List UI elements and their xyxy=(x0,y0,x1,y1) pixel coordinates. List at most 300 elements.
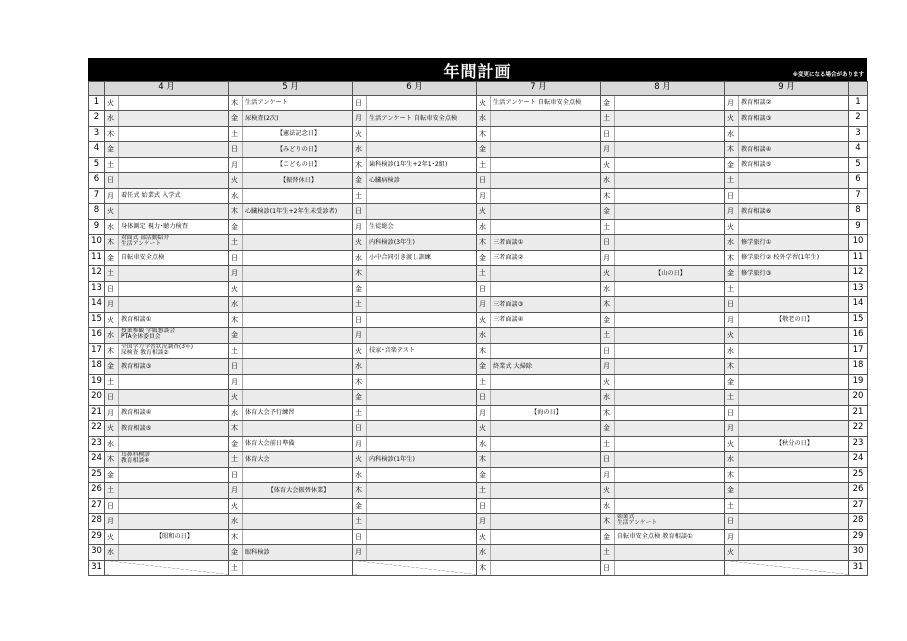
weekday-cell: 土 xyxy=(229,343,243,359)
weekday-cell: 日 xyxy=(601,560,615,576)
weekday-cell: 月 xyxy=(725,204,739,220)
holiday-label: 【振替休日】 xyxy=(279,176,318,184)
event-cell xyxy=(119,405,229,421)
weekday-cell: 土 xyxy=(477,157,491,173)
event-cell xyxy=(243,95,353,111)
weekday-cell: 火 xyxy=(105,204,119,220)
weekday-cell: 日 xyxy=(353,421,367,437)
weekday-cell: 木 xyxy=(477,126,491,142)
weekday-cell: 火 xyxy=(477,204,491,220)
event-cell xyxy=(615,126,725,142)
event-line: 耳鼻科検診 xyxy=(121,452,150,459)
day-number: 4 xyxy=(89,142,105,158)
event-cell xyxy=(367,467,477,483)
month-header-row xyxy=(89,82,868,96)
event-cell xyxy=(739,343,849,359)
event-cell xyxy=(367,297,477,313)
header-corner xyxy=(89,82,105,96)
event-cell xyxy=(739,111,849,127)
event-cell xyxy=(367,142,477,158)
day-number: 14 xyxy=(849,297,868,313)
event-cell xyxy=(119,204,229,220)
event-cell xyxy=(243,328,353,344)
event-cell xyxy=(491,467,601,483)
event-cell xyxy=(243,390,353,406)
event-cell xyxy=(243,266,353,282)
event-cell xyxy=(615,204,725,220)
day-row xyxy=(89,312,868,328)
weekday-cell: 水 xyxy=(601,498,615,514)
weekday-cell: 日 xyxy=(601,452,615,468)
weekday-cell: 日 xyxy=(105,390,119,406)
day-row xyxy=(89,390,868,406)
day-number: 2 xyxy=(849,111,868,127)
weekday-cell: 日 xyxy=(105,498,119,514)
day-number: 20 xyxy=(849,390,868,406)
event-cell xyxy=(615,498,725,514)
event-cell xyxy=(367,359,477,375)
weekday-cell: 土 xyxy=(105,157,119,173)
event-cell xyxy=(243,312,353,328)
event-cell xyxy=(615,142,725,158)
day-number: 26 xyxy=(849,483,868,499)
weekday-cell: 金 xyxy=(229,436,243,452)
weekday-cell: 月 xyxy=(477,188,491,204)
day-number: 31 xyxy=(89,560,105,576)
event-cell xyxy=(491,281,601,297)
event-cell xyxy=(739,421,849,437)
weekday-cell: 金 xyxy=(353,390,367,406)
event-text: 自転車安全点検 xyxy=(121,254,165,262)
event-cell xyxy=(615,297,725,313)
weekday-cell: 水 xyxy=(477,545,491,561)
weekday-cell: 土 xyxy=(601,545,615,561)
day-number: 17 xyxy=(849,343,868,359)
event-cell xyxy=(119,266,229,282)
event-cell xyxy=(739,545,849,561)
weekday-cell: 月 xyxy=(725,529,739,545)
day-number: 11 xyxy=(89,250,105,266)
day-number: 1 xyxy=(849,95,868,111)
day-number: 17 xyxy=(89,343,105,359)
weekday-cell: 土 xyxy=(725,498,739,514)
event-line: 生活アンケート xyxy=(121,241,162,248)
event-cell xyxy=(615,250,725,266)
weekday-cell: 金 xyxy=(229,219,243,235)
event-cell xyxy=(367,204,477,220)
event-cell xyxy=(739,374,849,390)
weekday-cell: 日 xyxy=(725,297,739,313)
event-cell xyxy=(243,250,353,266)
weekday-cell: 土 xyxy=(725,173,739,189)
weekday-cell: 日 xyxy=(725,188,739,204)
nonexistent-date-cell xyxy=(725,560,849,576)
event-cell xyxy=(491,421,601,437)
event-cell xyxy=(739,483,849,499)
weekday-cell: 月 xyxy=(353,219,367,235)
weekday-cell: 水 xyxy=(229,297,243,313)
event-cell xyxy=(367,312,477,328)
event-cell xyxy=(491,188,601,204)
weekday-cell: 木 xyxy=(725,359,739,375)
weekday-cell: 水 xyxy=(477,219,491,235)
event-cell xyxy=(243,219,353,235)
holiday-label: 【みどりの日】 xyxy=(276,145,321,153)
day-row xyxy=(89,250,868,266)
event-cell xyxy=(243,374,353,390)
event-cell xyxy=(119,483,229,499)
event-cell xyxy=(615,281,725,297)
event-text: 技家･音楽テスト xyxy=(369,347,416,355)
day-number: 22 xyxy=(849,421,868,437)
weekday-cell: 日 xyxy=(229,250,243,266)
weekday-cell: 木 xyxy=(353,266,367,282)
day-row xyxy=(89,173,868,189)
weekday-cell: 月 xyxy=(105,514,119,530)
event-cell xyxy=(367,390,477,406)
event-cell xyxy=(615,467,725,483)
event-cell xyxy=(491,436,601,452)
event-text: 終業式 大掃除 xyxy=(493,362,533,370)
event-line: 始業式 xyxy=(617,514,635,521)
event-text: 歯科検診(1年生+2年1･2組) xyxy=(369,161,448,169)
weekday-cell: 土 xyxy=(477,266,491,282)
event-cell xyxy=(739,328,849,344)
event-cell xyxy=(243,281,353,297)
weekday-cell: 水 xyxy=(353,142,367,158)
day-number: 13 xyxy=(849,281,868,297)
day-number: 25 xyxy=(89,467,105,483)
weekday-cell: 木 xyxy=(229,529,243,545)
event-text: 尿検査(2次) xyxy=(245,114,279,122)
weekday-cell: 土 xyxy=(601,219,615,235)
weekday-cell: 金 xyxy=(601,95,615,111)
event-text: 教育相談⑥ xyxy=(741,207,772,215)
event-text: 眼科検診 xyxy=(245,548,270,556)
weekday-cell: 月 xyxy=(725,312,739,328)
month-header: 9 月 xyxy=(725,82,849,96)
weekday-cell: 金 xyxy=(725,266,739,282)
event-cell xyxy=(367,405,477,421)
month-header: 7 月 xyxy=(477,82,601,96)
day-number: 3 xyxy=(849,126,868,142)
weekday-cell: 木 xyxy=(601,514,615,530)
day-row xyxy=(89,436,868,452)
event-cell xyxy=(491,545,601,561)
weekday-cell: 月 xyxy=(105,188,119,204)
weekday-cell: 日 xyxy=(601,126,615,142)
annual-plan-sheet xyxy=(88,58,867,576)
event-cell xyxy=(367,188,477,204)
weekday-cell: 月 xyxy=(725,95,739,111)
event-text: 生活アンケート 自転車安全点検 xyxy=(493,99,582,107)
event-cell xyxy=(615,436,725,452)
weekday-cell: 日 xyxy=(353,204,367,220)
event-cell xyxy=(243,405,353,421)
weekday-cell: 火 xyxy=(477,312,491,328)
weekday-cell: 月 xyxy=(725,421,739,437)
weekday-cell: 月 xyxy=(601,359,615,375)
event-cell xyxy=(491,111,601,127)
event-cell xyxy=(243,235,353,251)
event-cell xyxy=(367,421,477,437)
weekday-cell: 金 xyxy=(477,142,491,158)
event-cell xyxy=(615,405,725,421)
event-cell xyxy=(367,235,477,251)
day-number: 21 xyxy=(89,405,105,421)
weekday-cell: 金 xyxy=(105,467,119,483)
day-row xyxy=(89,157,868,173)
weekday-cell: 水 xyxy=(105,219,119,235)
day-number: 18 xyxy=(89,359,105,375)
event-cell xyxy=(739,467,849,483)
event-cell xyxy=(739,281,849,297)
event-cell xyxy=(367,126,477,142)
event-cell xyxy=(243,173,353,189)
day-number: 6 xyxy=(89,173,105,189)
event-cell xyxy=(739,436,849,452)
day-number: 25 xyxy=(849,467,868,483)
weekday-cell: 土 xyxy=(105,483,119,499)
event-cell xyxy=(367,328,477,344)
event-cell xyxy=(739,157,849,173)
weekday-cell: 金 xyxy=(353,173,367,189)
weekday-cell: 月 xyxy=(229,374,243,390)
weekday-cell: 水 xyxy=(229,188,243,204)
day-row xyxy=(89,545,868,561)
event-text: 教育相談④ xyxy=(121,409,152,417)
day-number: 23 xyxy=(849,436,868,452)
month-header: 4 月 xyxy=(105,82,229,96)
event-line: 全国学力学習状況調査(3年) xyxy=(121,343,193,350)
event-cell xyxy=(119,328,229,344)
event-cell xyxy=(243,545,353,561)
event-cell xyxy=(739,529,849,545)
weekday-cell: 金 xyxy=(229,111,243,127)
day-number: 28 xyxy=(849,514,868,530)
day-number: 7 xyxy=(849,188,868,204)
nonexistent-date-cell xyxy=(353,560,477,576)
day-row xyxy=(89,560,868,576)
event-cell xyxy=(739,250,849,266)
calendar-table xyxy=(88,81,868,576)
event-cell xyxy=(243,514,353,530)
event-text: 教育相談② xyxy=(741,99,772,107)
month-header: 6 月 xyxy=(353,82,477,96)
holiday-label: 【秋分の日】 xyxy=(775,440,814,448)
weekday-cell: 月 xyxy=(601,250,615,266)
event-cell xyxy=(491,343,601,359)
event-cell xyxy=(491,405,601,421)
weekday-cell: 木 xyxy=(601,297,615,313)
weekday-cell: 日 xyxy=(601,235,615,251)
holiday-label: 【昭和の日】 xyxy=(155,533,194,541)
event-cell xyxy=(615,483,725,499)
weekday-cell: 金 xyxy=(477,467,491,483)
event-cell xyxy=(491,328,601,344)
event-cell xyxy=(119,421,229,437)
weekday-cell: 金 xyxy=(601,529,615,545)
weekday-cell: 火 xyxy=(105,421,119,437)
event-cell xyxy=(739,297,849,313)
event-text: 自転車安全点検 教育相談① xyxy=(617,533,693,541)
event-text: 小中合同引き渡し訓練 xyxy=(369,254,431,262)
weekday-cell: 日 xyxy=(477,281,491,297)
event-cell xyxy=(243,204,353,220)
weekday-cell: 木 xyxy=(105,235,119,251)
event-cell xyxy=(491,359,601,375)
event-cell xyxy=(367,514,477,530)
day-number: 8 xyxy=(849,204,868,220)
weekday-cell: 土 xyxy=(105,266,119,282)
weekday-cell: 金 xyxy=(601,204,615,220)
event-cell xyxy=(615,421,725,437)
weekday-cell: 金 xyxy=(105,250,119,266)
event-text: 心臓病検診 xyxy=(369,176,400,184)
day-number: 15 xyxy=(849,312,868,328)
weekday-cell: 月 xyxy=(105,405,119,421)
event-text: 身体測定 視力･聴力検査 xyxy=(121,223,188,231)
weekday-cell: 木 xyxy=(229,95,243,111)
event-text: 生活アンケート xyxy=(245,99,288,107)
weekday-cell: 月 xyxy=(353,328,367,344)
day-number: 12 xyxy=(849,266,868,282)
weekday-cell: 水 xyxy=(725,452,739,468)
change-note: ※変更になる場合があります xyxy=(792,72,864,78)
day-row xyxy=(89,359,868,375)
weekday-cell: 木 xyxy=(229,204,243,220)
weekday-cell: 水 xyxy=(725,343,739,359)
day-number: 3 xyxy=(89,126,105,142)
event-cell xyxy=(119,142,229,158)
event-cell xyxy=(739,235,849,251)
weekday-cell: 月 xyxy=(477,514,491,530)
weekday-cell: 火 xyxy=(229,498,243,514)
event-cell xyxy=(243,560,353,576)
weekday-cell: 日 xyxy=(477,390,491,406)
day-row xyxy=(89,405,868,421)
title-bar xyxy=(88,58,867,81)
event-cell xyxy=(119,498,229,514)
event-cell xyxy=(119,219,229,235)
weekday-cell: 月 xyxy=(353,545,367,561)
day-number: 10 xyxy=(89,235,105,251)
event-cell xyxy=(367,452,477,468)
event-cell xyxy=(119,250,229,266)
event-cell xyxy=(367,498,477,514)
event-cell xyxy=(119,188,229,204)
event-line: PTA全体委員会 xyxy=(121,334,161,341)
day-number: 5 xyxy=(89,157,105,173)
weekday-cell: 水 xyxy=(105,545,119,561)
day-row xyxy=(89,95,868,111)
day-number: 30 xyxy=(89,545,105,561)
day-row xyxy=(89,483,868,499)
event-cell xyxy=(739,204,849,220)
day-number: 10 xyxy=(849,235,868,251)
day-number: 21 xyxy=(849,405,868,421)
weekday-cell: 火 xyxy=(601,266,615,282)
weekday-cell: 水 xyxy=(229,514,243,530)
weekday-cell: 月 xyxy=(229,157,243,173)
day-row xyxy=(89,514,868,530)
weekday-cell: 月 xyxy=(601,467,615,483)
event-cell xyxy=(491,235,601,251)
event-cell xyxy=(739,390,849,406)
event-cell xyxy=(615,343,725,359)
weekday-cell: 木 xyxy=(477,343,491,359)
event-cell xyxy=(367,111,477,127)
weekday-cell: 日 xyxy=(353,312,367,328)
weekday-cell: 金 xyxy=(353,498,367,514)
event-cell xyxy=(615,157,725,173)
day-row xyxy=(89,219,868,235)
weekday-cell: 月 xyxy=(477,405,491,421)
event-text: 修学旅行③ xyxy=(741,269,772,277)
event-text: 修学旅行① xyxy=(741,238,772,246)
day-row xyxy=(89,529,868,545)
weekday-cell: 木 xyxy=(477,235,491,251)
day-row xyxy=(89,467,868,483)
weekday-cell: 水 xyxy=(353,467,367,483)
weekday-cell: 金 xyxy=(725,157,739,173)
header-corner xyxy=(849,82,868,96)
weekday-cell: 火 xyxy=(105,529,119,545)
event-cell xyxy=(119,281,229,297)
event-cell xyxy=(243,452,353,468)
weekday-cell: 日 xyxy=(725,405,739,421)
event-line: 授業参観 学級懇談会 xyxy=(121,328,176,335)
weekday-cell: 土 xyxy=(353,297,367,313)
event-cell xyxy=(491,529,601,545)
event-cell xyxy=(367,374,477,390)
event-cell xyxy=(367,281,477,297)
holiday-label: 【こどもの日】 xyxy=(276,161,321,169)
weekday-cell: 土 xyxy=(229,452,243,468)
event-cell xyxy=(615,235,725,251)
weekday-cell: 土 xyxy=(601,436,615,452)
weekday-cell: 日 xyxy=(477,498,491,514)
event-cell xyxy=(739,95,849,111)
event-cell xyxy=(119,297,229,313)
weekday-cell: 火 xyxy=(229,281,243,297)
event-cell xyxy=(119,514,229,530)
event-cell xyxy=(367,436,477,452)
event-cell xyxy=(367,483,477,499)
weekday-cell: 金 xyxy=(725,374,739,390)
weekday-cell: 日 xyxy=(229,359,243,375)
day-number: 29 xyxy=(849,529,868,545)
day-number: 23 xyxy=(89,436,105,452)
event-cell xyxy=(615,173,725,189)
event-line: 対面式 部活動紹介 xyxy=(121,235,170,242)
event-cell xyxy=(367,95,477,111)
event-cell xyxy=(615,359,725,375)
weekday-cell: 日 xyxy=(229,467,243,483)
event-cell xyxy=(243,157,353,173)
weekday-cell: 日 xyxy=(353,95,367,111)
day-number: 16 xyxy=(849,328,868,344)
event-cell xyxy=(119,235,229,251)
event-cell xyxy=(615,328,725,344)
event-cell xyxy=(739,514,849,530)
event-cell xyxy=(491,452,601,468)
day-number: 2 xyxy=(89,111,105,127)
weekday-cell: 日 xyxy=(725,514,739,530)
event-cell xyxy=(243,126,353,142)
event-cell xyxy=(119,343,229,359)
event-cell xyxy=(367,173,477,189)
